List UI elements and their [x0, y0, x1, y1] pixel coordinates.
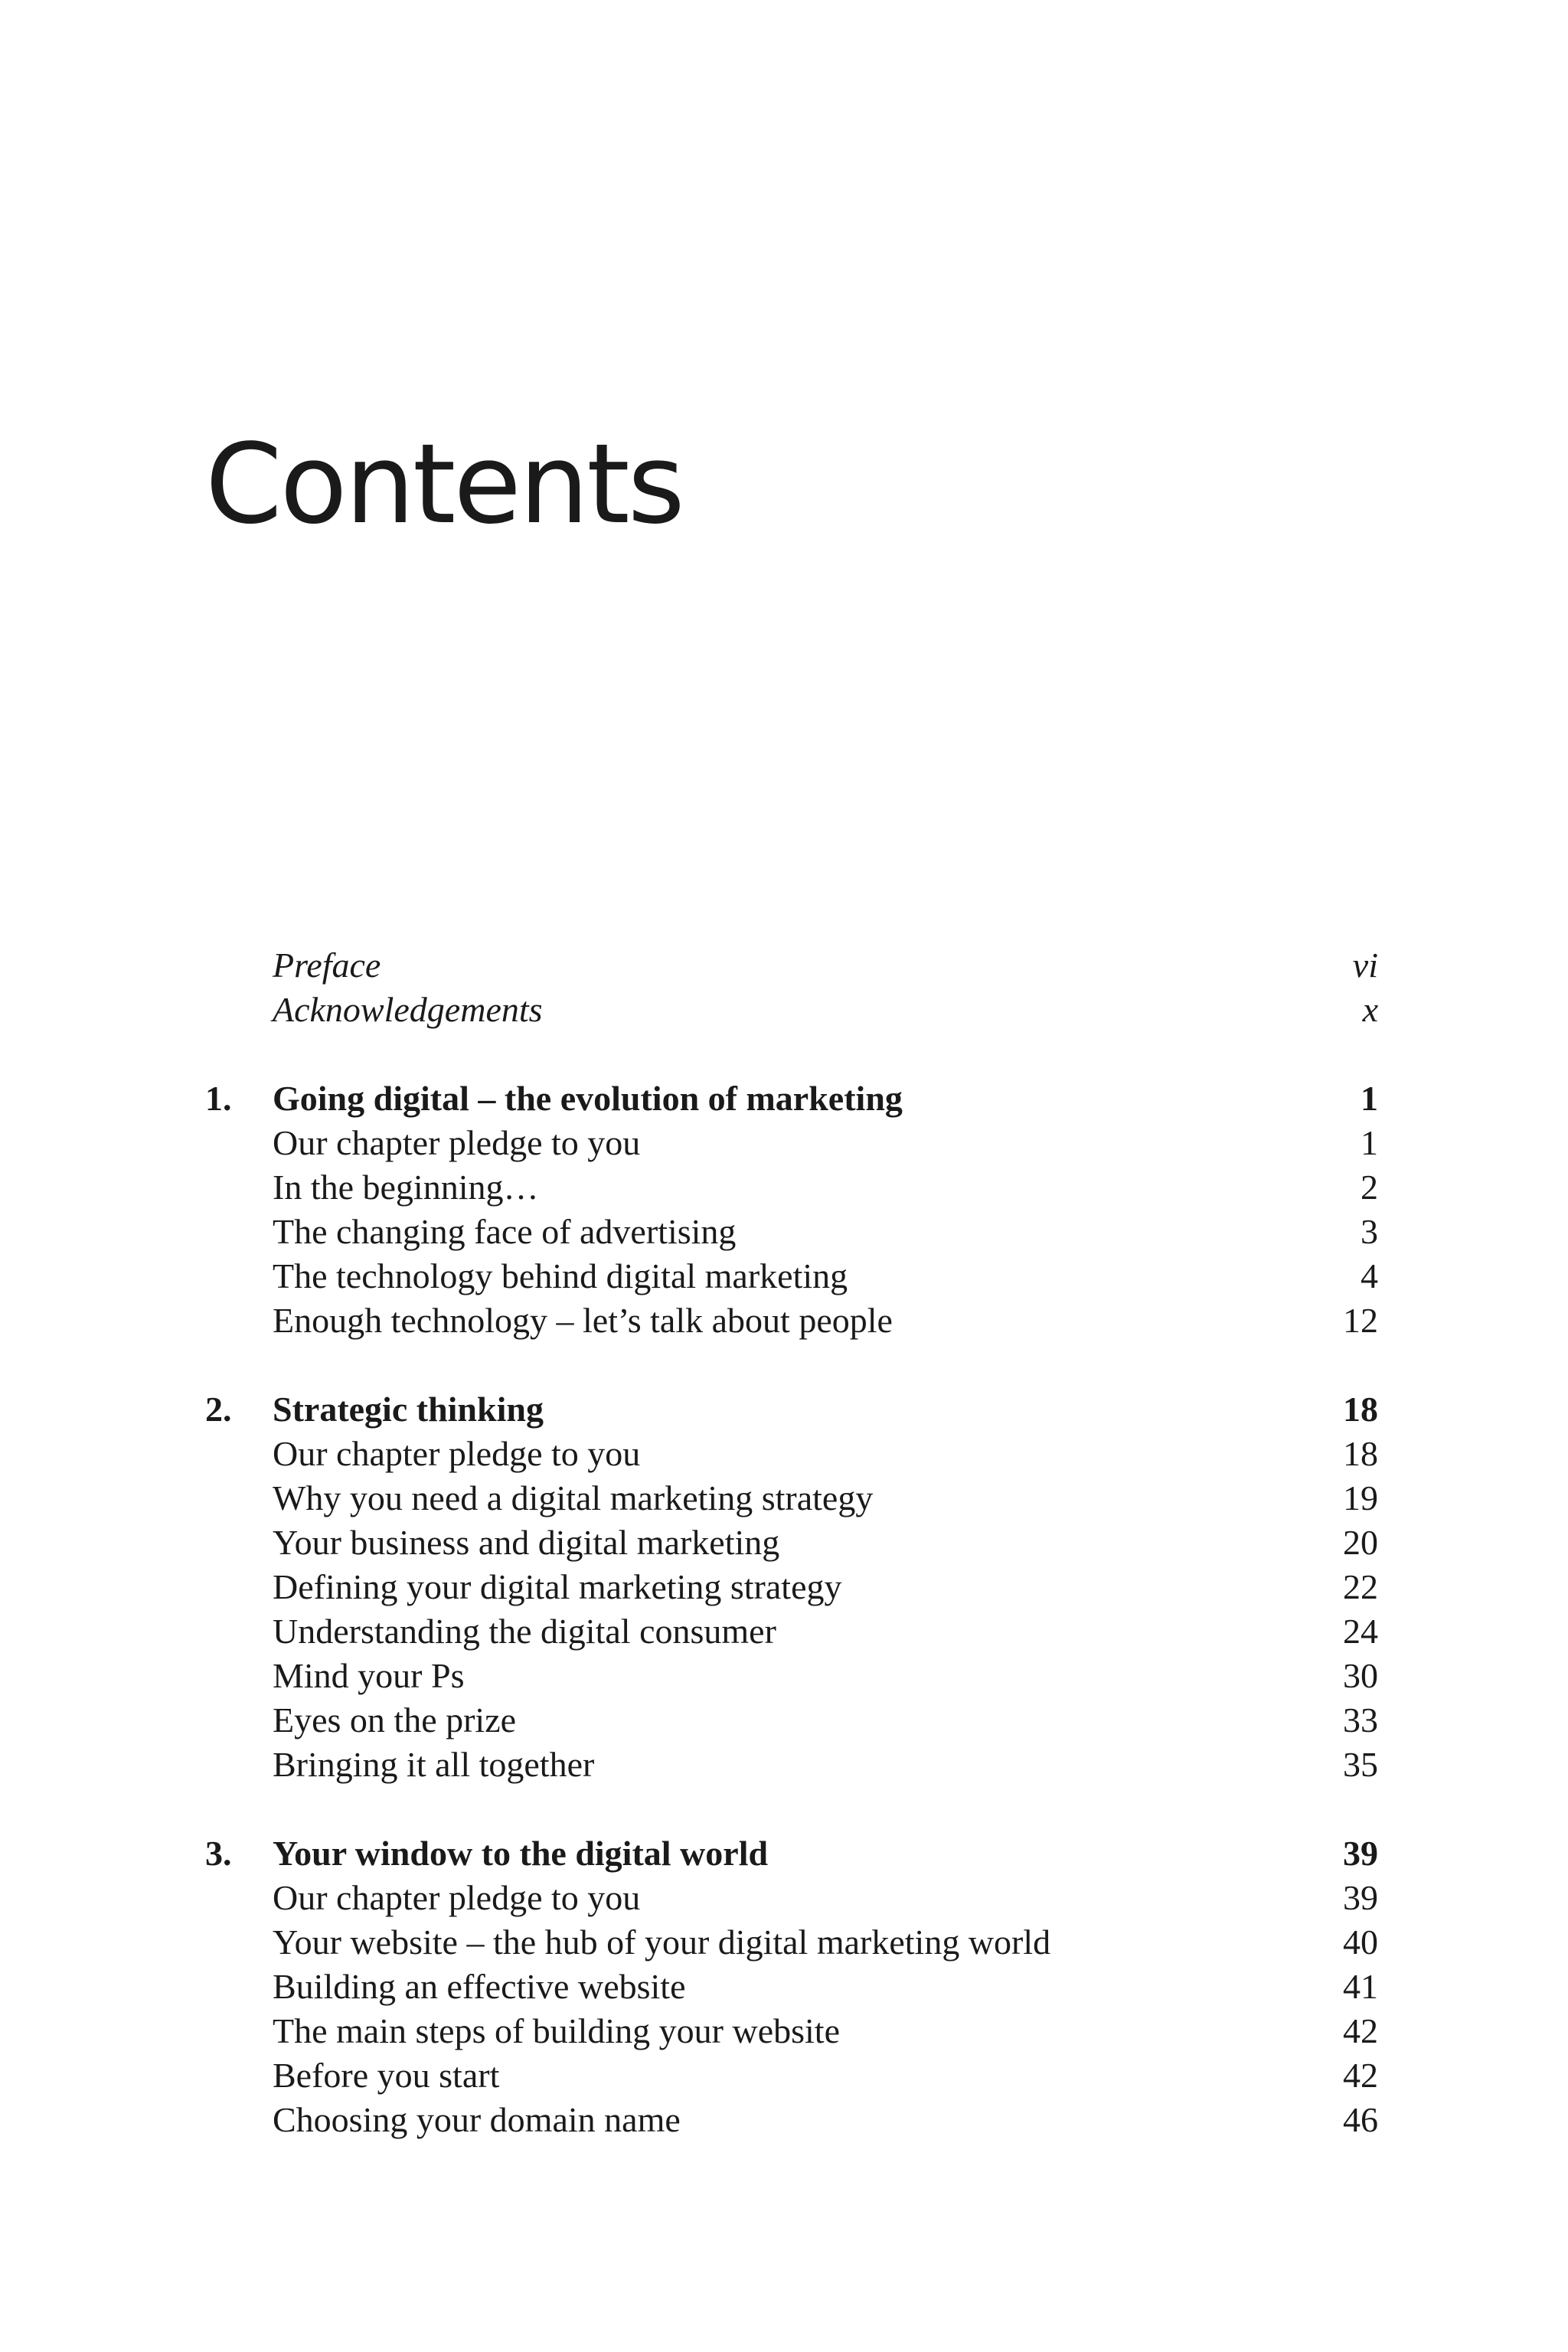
chapter-page: 39	[1343, 1834, 1378, 1873]
toc-entry-page: 1	[1361, 1123, 1378, 1162]
chapter-page: 1	[1361, 1079, 1378, 1118]
toc-entry-page: 42	[1343, 2056, 1378, 2095]
table-of-contents	[205, 943, 1378, 2187]
toc-entry-page: 3	[1361, 1212, 1378, 1251]
toc-entry[interactable]	[205, 1609, 1378, 1654]
toc-entry[interactable]	[205, 1743, 1378, 1787]
chapter-2-section	[205, 1387, 1378, 1787]
toc-entry[interactable]	[205, 1698, 1378, 1743]
chapter-title: Strategic thinking	[273, 1390, 544, 1429]
toc-entry-page: 35	[1343, 1745, 1378, 1784]
toc-entry-title: Your website – the hub of your digital marketing world	[273, 1922, 1051, 1962]
toc-entry[interactable]	[205, 1298, 1378, 1343]
toc-entry-page: 39	[1343, 1878, 1378, 1917]
toc-entry[interactable]	[205, 1565, 1378, 1609]
chapter-page: 18	[1343, 1390, 1378, 1429]
toc-entry-page: x	[1362, 990, 1378, 1029]
toc-entry-page: 2	[1361, 1168, 1378, 1207]
chapter-heading[interactable]	[205, 1076, 1378, 1121]
toc-entry-title: Acknowledgements	[273, 990, 543, 1029]
toc-entry-preface[interactable]	[205, 943, 1378, 988]
chapter-number: 2.	[205, 1390, 232, 1429]
page-title: Contents	[205, 420, 683, 548]
toc-entry[interactable]	[205, 1121, 1378, 1165]
chapter-number: 3.	[205, 1834, 232, 1873]
chapter-1-section	[205, 1076, 1378, 1343]
toc-entry-title: Preface	[273, 946, 381, 985]
toc-entry-title: Building an effective website	[273, 1967, 686, 2006]
toc-entry-title: Defining your digital marketing strategy	[273, 1567, 842, 1606]
toc-entry-title: Eyes on the prize	[273, 1700, 517, 1740]
toc-entry-title: Our chapter pledge to you	[273, 1878, 641, 1917]
toc-entry-title: Before you start	[273, 2056, 500, 2095]
toc-entry-page: 46	[1343, 2100, 1378, 2139]
chapter-title: Your window to the digital world	[273, 1834, 769, 1873]
toc-entry-title: Bringing it all together	[273, 1745, 595, 1784]
toc-entry-page: vi	[1352, 946, 1378, 985]
chapter-number: 1.	[205, 1079, 232, 1118]
toc-entry[interactable]	[205, 2009, 1378, 2053]
toc-entry-title: Enough technology – let’s talk about people	[273, 1301, 893, 1340]
toc-entry-title: Choosing your domain name	[273, 2100, 681, 2139]
toc-entry-page: 22	[1343, 1567, 1378, 1606]
toc-entry[interactable]	[205, 1521, 1378, 1565]
chapter-3-section	[205, 1831, 1378, 2142]
toc-entry[interactable]	[205, 1254, 1378, 1298]
chapter-heading[interactable]	[205, 1387, 1378, 1432]
toc-entry[interactable]	[205, 1965, 1378, 2009]
toc-entry-title: The main steps of building your website	[273, 2011, 840, 2050]
toc-entry-page: 19	[1343, 1478, 1378, 1517]
toc-entry-title: Your business and digital marketing	[273, 1523, 780, 1562]
toc-entry[interactable]	[205, 2098, 1378, 2142]
toc-entry[interactable]	[205, 1876, 1378, 1920]
toc-entry-page: 24	[1343, 1612, 1378, 1651]
front-matter	[205, 943, 1378, 1032]
toc-entry-page: 41	[1343, 1967, 1378, 2006]
toc-entry[interactable]	[205, 1476, 1378, 1521]
chapter-heading[interactable]	[205, 1831, 1378, 1876]
toc-entry-title: The changing face of advertising	[273, 1212, 737, 1251]
toc-entry-page: 40	[1343, 1922, 1378, 1962]
toc-entry-page: 4	[1361, 1256, 1378, 1295]
toc-entry-page: 33	[1343, 1700, 1378, 1740]
toc-entry[interactable]	[205, 1210, 1378, 1254]
toc-entry[interactable]	[205, 1920, 1378, 1965]
toc-entry-title: Our chapter pledge to you	[273, 1123, 641, 1162]
toc-entry[interactable]	[205, 1165, 1378, 1210]
toc-entry-page: 42	[1343, 2011, 1378, 2050]
toc-entry-page: 18	[1343, 1434, 1378, 1473]
toc-entry-page: 30	[1343, 1656, 1378, 1695]
toc-entry-page: 12	[1343, 1301, 1378, 1340]
toc-entry-title: Understanding the digital consumer	[273, 1612, 776, 1651]
toc-entry-title: Mind your Ps	[273, 1656, 465, 1695]
toc-entry[interactable]	[205, 1654, 1378, 1698]
toc-entry[interactable]	[205, 2053, 1378, 2098]
toc-entry-acknowledgements[interactable]	[205, 988, 1378, 1032]
chapter-title: Going digital – the evolution of marketing	[273, 1079, 903, 1118]
toc-entry-title: In the beginning…	[273, 1168, 539, 1207]
toc-entry[interactable]	[205, 1432, 1378, 1476]
toc-entry-title: The technology behind digital marketing	[273, 1256, 848, 1295]
toc-entry-page: 20	[1343, 1523, 1378, 1562]
toc-entry-title: Why you need a digital marketing strategy	[273, 1478, 874, 1517]
toc-entry-title: Our chapter pledge to you	[273, 1434, 641, 1473]
